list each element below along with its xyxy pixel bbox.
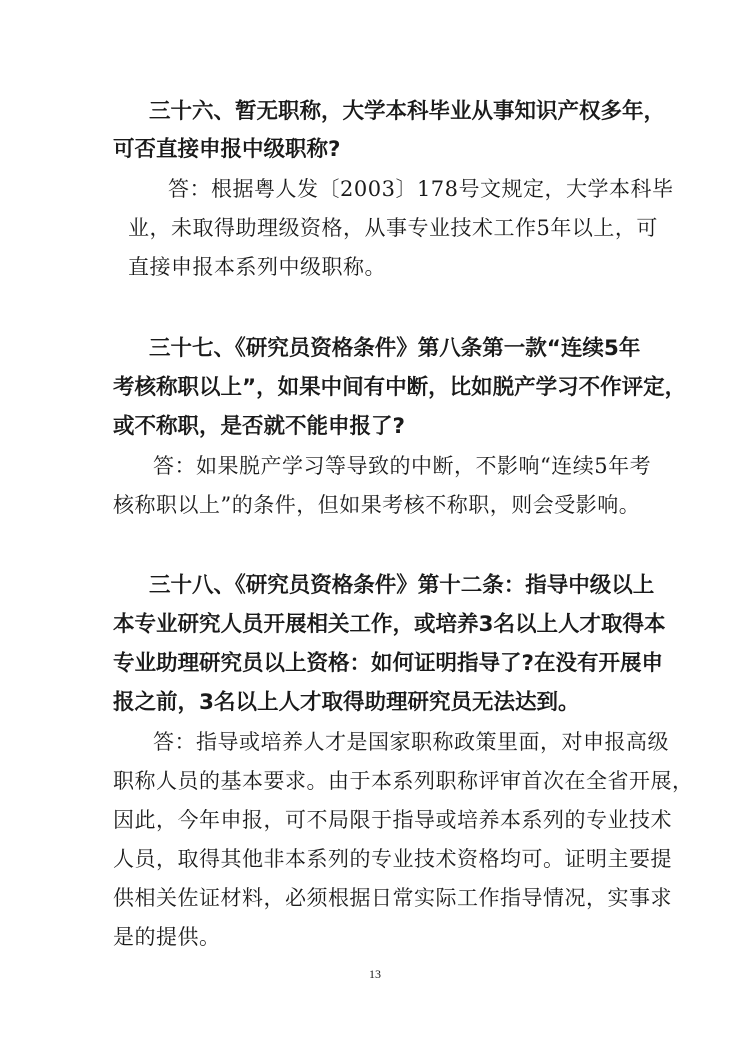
- answer-38-line-1: 答：指导或培养人才是国家职称政策里面，对申报高级: [153, 730, 669, 754]
- answer-36-line-3: 直接申报本系列中级职称。: [128, 255, 386, 279]
- answer-36-line-1: 答：根据粤人发〔2003〕178号文规定，大学本科毕: [168, 177, 674, 201]
- question-37-line-3: 或不称职，是否就不能申报了?: [113, 414, 405, 439]
- question-38-line-4: 报之前，3名以上人才取得助理研究员无法达到。: [113, 690, 580, 715]
- question-38-line-3: 专业助理研究员以上资格：如何证明指导了?在没有开展申: [113, 651, 663, 676]
- question-37-line-1: 三十七、《研究员资格条件》第八条第一款“连续5年: [149, 336, 641, 361]
- answer-37-line-1: 答：如果脱产学习等导致的中断，不影响“连续5年考: [153, 454, 652, 478]
- question-36-line-1: 三十六、暂无职称，大学本科毕业从事知识产权多年，: [149, 99, 666, 124]
- answer-38-line-6: 是的提供。: [113, 925, 221, 949]
- answer-36-line-2: 业，未取得助理级资格，从事专业技术工作5年以上，可: [128, 216, 658, 240]
- answer-38-line-4: 人员，取得其他非本系列的专业技术资格均可。证明主要提: [113, 847, 672, 871]
- question-38-line-2: 本专业研究人员开展相关工作，或培养3名以上人才取得本: [113, 612, 666, 637]
- question-38-line-1: 三十八、《研究员资格条件》第十二条：指导中级以上: [149, 573, 655, 598]
- question-37-line-2: 考核称职以上”，如果中间有中断，比如脱产学习不作评定，: [113, 375, 687, 400]
- answer-38-line-2: 职称人员的基本要求。由于本系列职称评审首次在全省开展，: [113, 769, 694, 793]
- answer-38-line-3: 因此，今年申报，可不局限于指导或培养本系列的专业技术: [113, 808, 672, 832]
- answer-38-line-5: 供相关佐证材料，必须根据日常实际工作指导情况，实事求: [113, 886, 672, 910]
- question-36-line-2: 可否直接申报中级职称?: [113, 137, 341, 162]
- answer-37-line-2: 核称职以上”的条件，但如果考核不称职，则会受影响。: [113, 493, 641, 517]
- page-number: 13: [369, 967, 381, 981]
